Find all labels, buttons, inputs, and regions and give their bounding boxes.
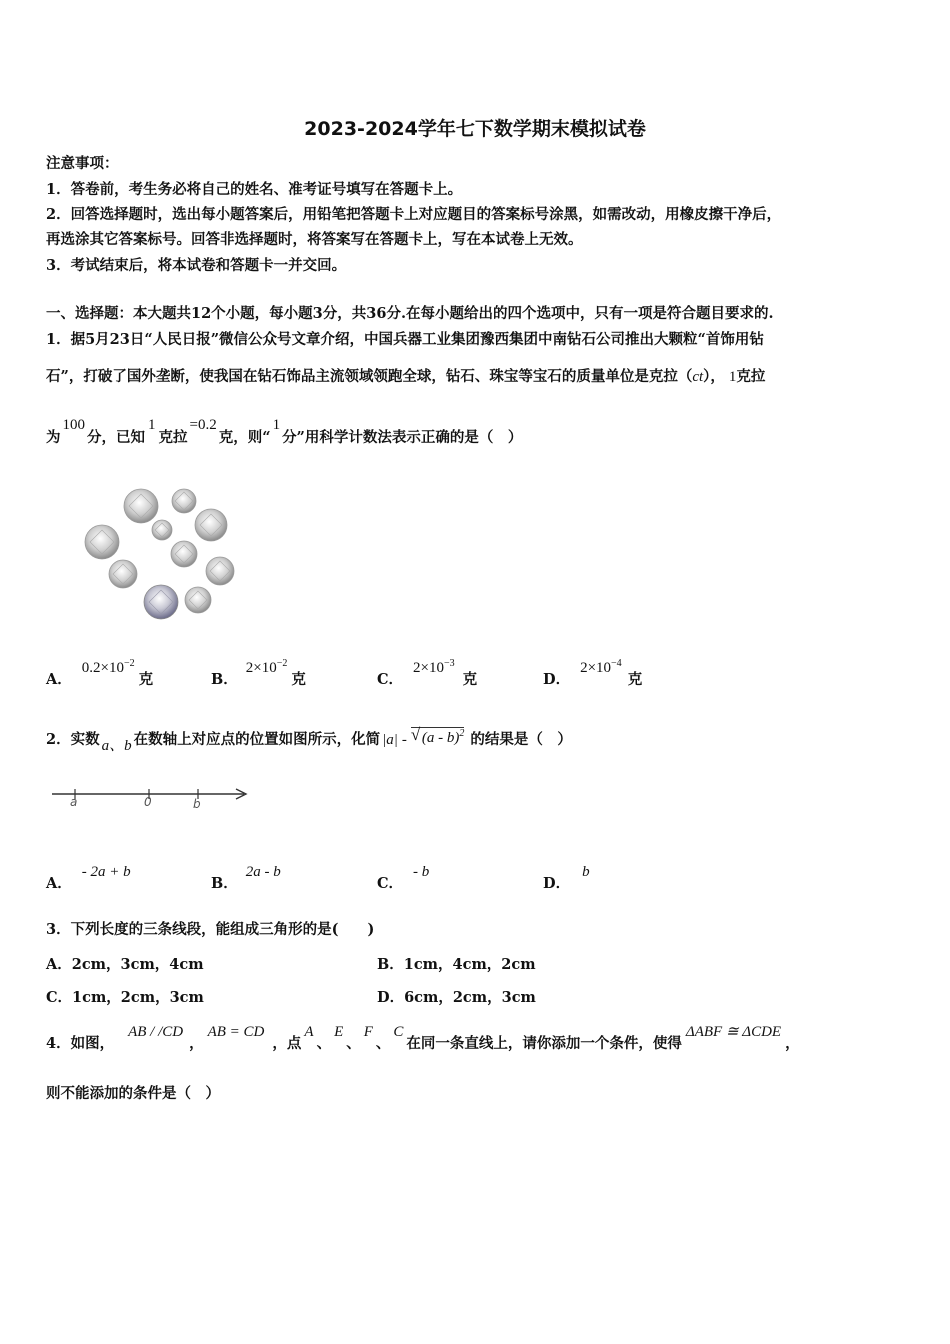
q2-text: 的结果是（ ） [470, 731, 572, 748]
number: =0.2 [189, 417, 217, 433]
q3-option-d[interactable] [377, 986, 536, 1007]
congruence: ΔABF ≅ ΔCDE [685, 1024, 782, 1040]
notice-item: 3．考试结束后，将本试卷和答题卡一并交回。 [46, 257, 347, 274]
option-text: 2cm，3cm，4cm [71, 956, 204, 973]
option-expr: - 2a + b [81, 864, 131, 880]
option-expr [580, 660, 622, 676]
radicand: (a - b) [421, 730, 460, 746]
diamond-icon [124, 489, 158, 523]
notice-item: 再选涂其它答案标号。回答非选择题时，将答案写在答题卡上，写在本试卷上无效。 [46, 231, 583, 248]
expr-base: 0.2×10 [81, 660, 124, 676]
q1-text: 石”，打破了国外垄断，使我国在钻石饰品主流领域领跑全球，钻石、珠宝等宝石的质量单位是克拉（ [46, 368, 693, 385]
option-label: D． [377, 989, 405, 1006]
q1-stem-line1: 1．据5月23日“人民日报”微信公众号文章介绍，中国兵器工业集团豫西集团中南钻石公司推出大颗粒“首饰用钻 [46, 331, 764, 348]
q3-option-b[interactable] [377, 953, 536, 974]
q1-text: ）， [703, 368, 725, 385]
q4-text: ， [785, 1035, 800, 1052]
sqrt-icon: √ [410, 725, 421, 744]
point-f: F [363, 1024, 373, 1040]
ct-symbol: ct [692, 369, 704, 385]
point-a: A [304, 1024, 314, 1040]
q4-text: ，点 [272, 1035, 302, 1052]
q2-option-c[interactable] [377, 864, 430, 893]
page-title: 2023-2024学年七下数学期末模拟试卷 [304, 118, 646, 140]
q2-option-a[interactable] [46, 864, 131, 893]
diamond-icon [144, 585, 178, 619]
expr-abs: |a| [382, 732, 398, 748]
option-label: B． [211, 671, 238, 688]
q4-text: 、 [375, 1035, 391, 1052]
option-text: 1cm，2cm，3cm [72, 989, 204, 1006]
tick-label-0: 0 [144, 795, 152, 809]
q3-option-a[interactable] [46, 953, 204, 974]
diamonds-image [78, 482, 238, 622]
option-label: C． [377, 875, 404, 892]
number: 1 [272, 417, 281, 433]
notice-item: 2．回答选择题时，选出每小题答案后，用铅笔把答题卡上对应题目的答案标号涂黑，如需改动，用橡皮擦干净后， [46, 206, 782, 223]
q1-text: 克拉 [736, 368, 766, 385]
q2-option-d[interactable] [543, 864, 590, 893]
tick-label-a: a [70, 795, 78, 809]
expr-base: 2×10 [580, 660, 612, 676]
notice-heading: 注意事项： [46, 155, 119, 172]
expr-exponent: −3 [444, 658, 455, 669]
number: 1 [728, 369, 737, 385]
expr-sqrt [411, 727, 465, 747]
expr-base: 2×10 [413, 660, 445, 676]
q1-stem-line2 [46, 365, 765, 386]
cond-parallel: AB / /CD [128, 1024, 184, 1040]
q3-option-c[interactable] [46, 986, 204, 1007]
option-unit: 克 [627, 671, 643, 688]
q1-text: 克，则“ [218, 429, 271, 446]
q2-option-b[interactable] [211, 864, 281, 893]
q3-stem: 3．下列长度的三条线段，能组成三角形的是( ) [46, 921, 375, 938]
diamond-icon [172, 489, 196, 513]
option-expr [82, 660, 135, 676]
diamond-icon [195, 509, 227, 541]
option-expr [413, 660, 455, 676]
option-label: A． [46, 875, 72, 892]
option-text: 6cm，2cm，3cm [404, 989, 536, 1006]
cond-equal: AB = CD [207, 1024, 265, 1040]
q1-text: 为 [46, 429, 61, 446]
q1-text: 分，已知 [87, 429, 145, 446]
diamond-icon [171, 541, 197, 567]
option-text: 1cm，4cm，2cm [403, 956, 536, 973]
option-label: D． [543, 875, 571, 892]
option-label: C． [46, 989, 73, 1006]
expr-exponent: −4 [611, 658, 622, 669]
option-label: A． [46, 956, 72, 973]
q1-stem-line3 [46, 417, 523, 447]
number: 100 [62, 417, 85, 433]
diamond-icon [206, 557, 234, 585]
q1-text: 克拉 [158, 429, 188, 446]
point-c: C [393, 1024, 404, 1040]
q4-stem-line1 [46, 1024, 800, 1053]
option-expr: - b [413, 864, 430, 880]
option-unit: 克 [291, 671, 306, 688]
expr-exponent: −2 [276, 658, 288, 669]
q1-option-d[interactable] [543, 658, 643, 689]
q4-text: 、 [316, 1035, 332, 1052]
q1-option-c[interactable] [377, 658, 478, 689]
diamond-icon [109, 560, 137, 588]
q2-text: 在数轴上对应点的位置如图所示，化简 [133, 731, 381, 748]
q2-stem [46, 725, 572, 754]
option-label: C． [377, 671, 404, 688]
q1-option-a[interactable] [46, 658, 154, 689]
option-label: B． [211, 875, 238, 892]
option-expr: b [582, 864, 590, 880]
vars: a、b [101, 738, 132, 754]
option-label: A． [46, 671, 72, 688]
option-label: B． [377, 956, 404, 973]
number: 1 [148, 417, 156, 433]
q4-text: 在同一条直线上，请你添加一个条件，使得 [406, 1035, 682, 1052]
expr-minus: - [401, 732, 407, 748]
option-unit: 克 [462, 671, 478, 688]
section-heading: 一、选择题：本大题共12个小题，每小题3分，共36分.在每小题给出的四个选项中，只有一项是符合题目要求的. [46, 305, 774, 322]
expr-exponent: −2 [123, 658, 135, 669]
diamond-icon [152, 520, 172, 540]
option-unit: 克 [138, 671, 154, 688]
q2-text: 2．实数 [46, 731, 100, 748]
q4-text: 、 [346, 1035, 361, 1052]
q4-stem-line2: 则不能添加的条件是（ ） [46, 1085, 220, 1102]
q4-text: 4．如图， [46, 1035, 115, 1052]
q1-text: 分”用科学计数法表示正确的是（ ） [282, 429, 523, 446]
option-expr [246, 660, 288, 676]
q4-text: ， [189, 1035, 204, 1052]
expr-exponent: 2 [459, 728, 465, 739]
diamond-icon [85, 525, 119, 559]
point-e: E [334, 1024, 344, 1040]
q1-option-b[interactable] [211, 658, 306, 689]
option-expr: 2a - b [245, 864, 281, 880]
notice-item: 1．答卷前，考生务必将自己的姓名、准考证号填写在答题卡上。 [46, 181, 463, 198]
diamond-icon [185, 587, 211, 613]
option-label: D． [543, 671, 571, 688]
expr-base: 2×10 [245, 660, 277, 676]
tick-label-b: b [193, 797, 201, 811]
